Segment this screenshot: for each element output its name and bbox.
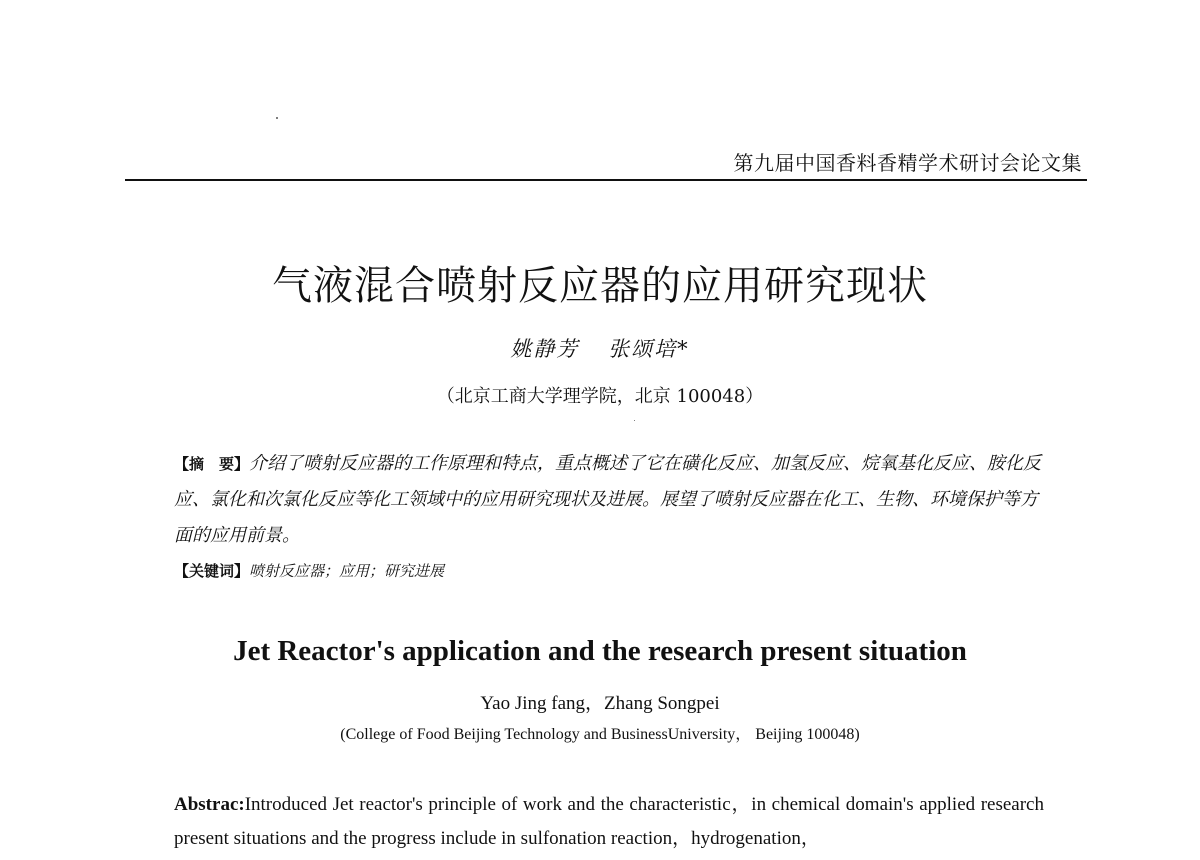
- keywords-tag: 【关键词】: [174, 562, 250, 580]
- english-abstract: [174, 788, 1044, 856]
- english-authors: Yao Jing fang，Zhang Songpei: [480, 693, 720, 714]
- header-rule: [125, 179, 1087, 181]
- scan-speck: [634, 420, 635, 421]
- abstract-tag: 【摘 要】: [174, 455, 250, 473]
- english-abstract-tag: Abstrac:: [174, 794, 245, 815]
- scan-speck: [276, 117, 278, 119]
- english-affiliation: (College of Food Beijing Technology and BusinessUniversity， Beijing 100048): [340, 726, 860, 743]
- keywords-text: 喷射反应器；应用；研究进展: [249, 562, 445, 580]
- chinese-title: 气液混合喷射反应器的应用研究现状: [272, 263, 928, 309]
- chinese-authors: [0, 333, 1200, 363]
- chinese-keywords: [174, 560, 444, 581]
- english-title: Jet Reactor's application and the research present situation: [233, 635, 967, 667]
- running-header: 第九届中国香料香精学术研讨会论文集: [733, 151, 1082, 175]
- author-1: 姚静芳: [510, 337, 580, 361]
- chinese-affiliation: （北京工商大学理学院，北京 100048）: [436, 386, 764, 407]
- chinese-abstract: [174, 446, 1054, 554]
- abstract-text: 介绍了喷射反应器的工作原理和特点，重点概述了它在磺化反应、加氢反应、烷氧基化反应、胺化反应、氯化和次氯化反应等化工领域中的应用研究现状及进展。展望了喷射反应器在化工、生物、环境保护等方面的应用前景。: [174, 453, 1042, 546]
- author-2: 张颂培*: [608, 337, 690, 361]
- english-abstract-text: Introduced Jet reactor's principle of work and the characteristic，in chemical domain's applied research present situations and the progress include in sulfonation reaction，hydrogenation，: [174, 794, 1044, 849]
